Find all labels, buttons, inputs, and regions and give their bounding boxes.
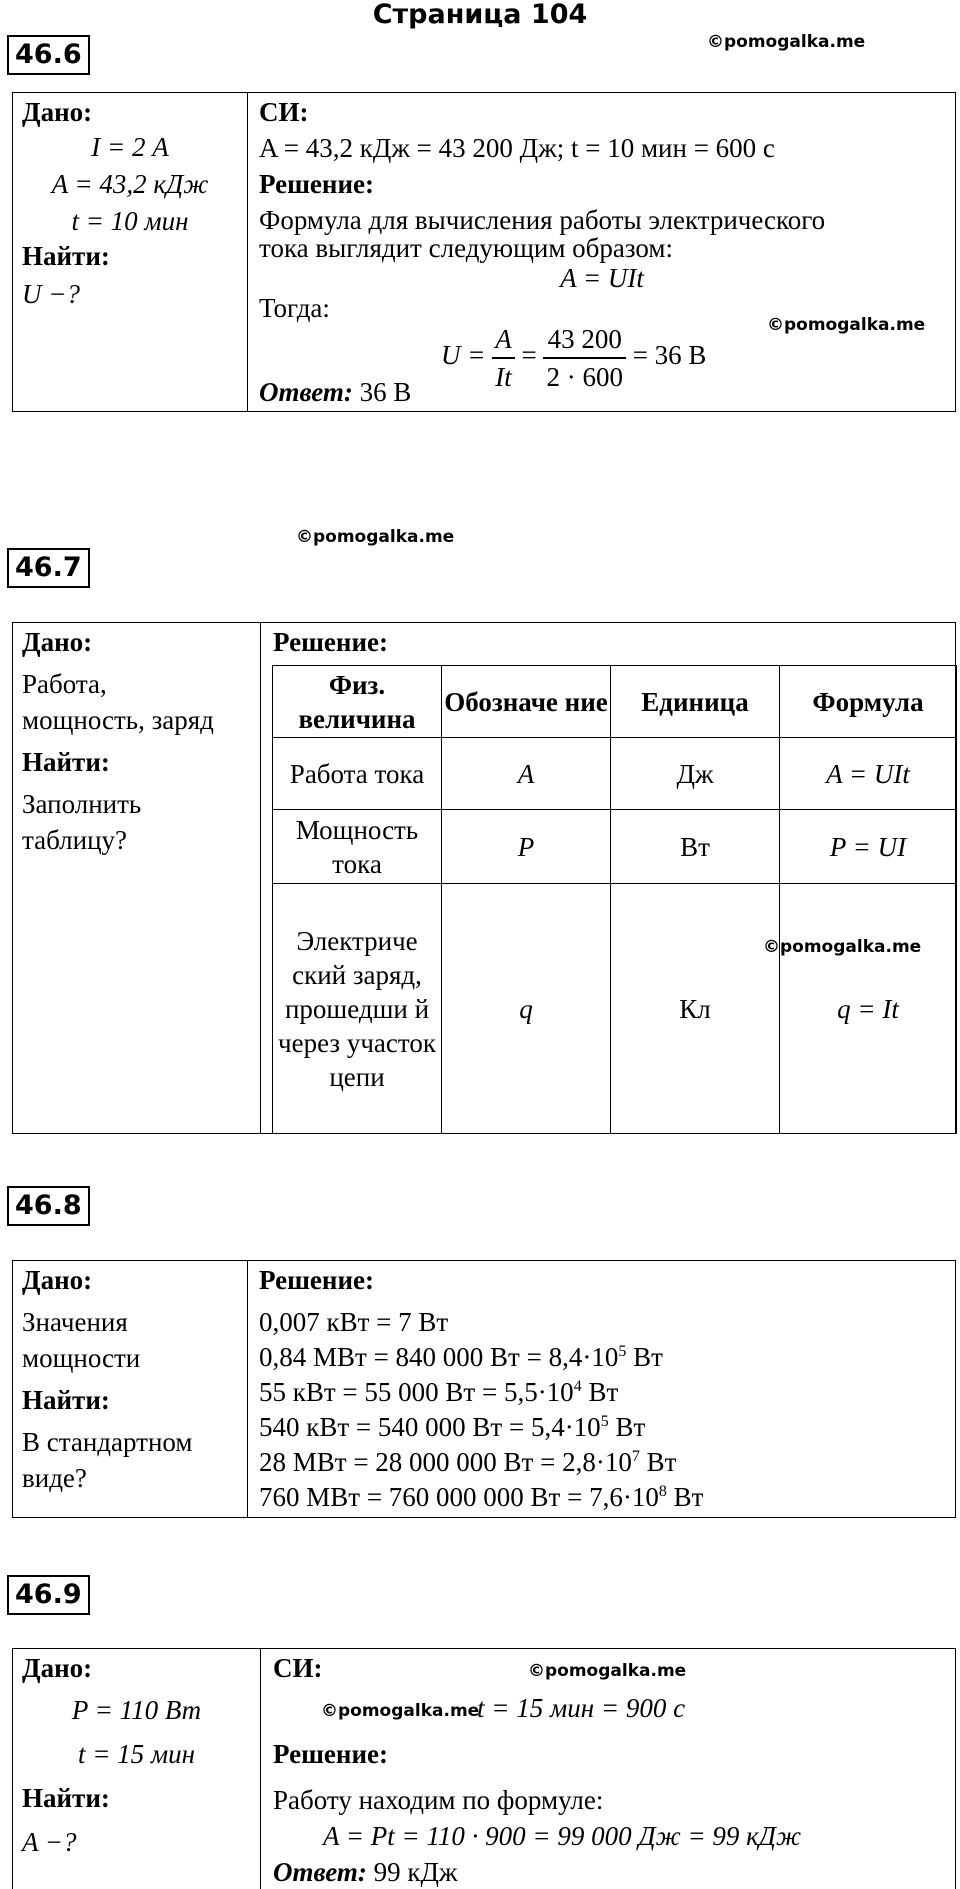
conversion-text: 55 кВт = 55 000 Вт = 5,5·10 <box>259 1377 574 1407</box>
solution-text: Формула для вычисления работы электрического <box>259 205 826 235</box>
unit-cell: Вт <box>611 810 780 884</box>
conversion-line <box>259 1480 703 1514</box>
unit-cell: Кл <box>611 884 780 1134</box>
fraction <box>492 321 515 395</box>
denominator: 2 · 600 <box>543 357 626 395</box>
answer-value: 36 В <box>359 377 412 407</box>
conversion-text: 540 кВт = 540 000 Вт = 5,4·10 <box>259 1412 601 1442</box>
si-conversion: t = 15 мин = 900 с <box>477 1693 686 1723</box>
watermark: ©pomogalka.me <box>767 315 926 335</box>
numerator: A <box>495 323 512 354</box>
find-label: Найти: <box>22 1385 110 1415</box>
given-item: t = 15 мин <box>77 1739 196 1769</box>
unit: Вт <box>626 1342 663 1372</box>
given-text: Работа, <box>22 669 107 699</box>
given-item: A = 43,2 кДж <box>51 169 209 199</box>
given-item: I = 2 А <box>91 132 169 162</box>
quantity-cell: Работа тока <box>273 738 442 810</box>
given-label: Дано: <box>22 97 93 127</box>
column-divider <box>260 623 261 1133</box>
problem-46-9-box <box>12 1648 956 1889</box>
unit: Вт <box>666 1482 704 1512</box>
problem-46-8-box <box>12 1260 956 1518</box>
answer-label: Ответ: <box>259 377 353 407</box>
conversion-line <box>259 1340 663 1374</box>
si-conversion: A = 43,2 кДж = 43 200 Дж; t = 10 мин = 600 с <box>259 133 775 163</box>
given-label: Дано: <box>22 627 93 657</box>
unit: Вт <box>581 1377 619 1407</box>
header-cell: Единица <box>611 666 780 738</box>
then-text: Тогда: <box>259 293 330 323</box>
table-row <box>273 738 957 810</box>
table-row <box>273 884 957 1134</box>
formula-lhs: U = <box>441 340 486 370</box>
conversion-line <box>259 1410 645 1444</box>
find-label: Найти: <box>22 1783 110 1813</box>
formula-cell: P = UI <box>780 810 957 884</box>
quantity-cell: Мощность тока <box>273 810 442 884</box>
conversion-text: 0,007 кВт = 7 Вт <box>259 1307 449 1337</box>
exponent: 5 <box>600 1413 609 1430</box>
fraction-formula <box>441 319 706 395</box>
conversion-line <box>259 1445 676 1479</box>
given-label: Дано: <box>22 1265 93 1295</box>
header-cell: Физ. величина <box>273 666 442 738</box>
numerator: 43 200 <box>547 323 622 354</box>
watermark: ©pomogalka.me <box>296 527 455 547</box>
find-label: Найти: <box>22 747 110 777</box>
symbol-cell: q <box>442 884 611 1134</box>
find-value: A −? <box>22 1827 77 1857</box>
formula-result: = 36 В <box>632 340 707 370</box>
given-item: t = 10 мин <box>71 206 189 236</box>
equals: = <box>521 340 537 370</box>
formula: A = Pt = 110 · 900 = 99 000 Дж = 99 кДж <box>323 1821 802 1851</box>
conversion-line <box>259 1375 618 1409</box>
find-text: таблицу? <box>22 825 128 855</box>
conversion-text: 0,84 МВт = 840 000 Вт = 8,4·10 <box>259 1342 619 1372</box>
solution-label: Решение: <box>259 1265 374 1295</box>
conversion-text: 760 МВт = 760 000 000 Вт = 7,6·10 <box>259 1482 659 1512</box>
conversion-line <box>259 1305 448 1339</box>
column-divider <box>260 1649 261 1889</box>
formula-cell: A = UIt <box>780 738 957 810</box>
si-label: СИ: <box>273 1653 323 1683</box>
unit: Вт <box>639 1447 677 1477</box>
exponent: 8 <box>658 1483 667 1500</box>
conversion-text: 28 МВт = 28 000 000 Вт = 2,8·10 <box>259 1447 632 1477</box>
find-text: виде? <box>22 1463 87 1493</box>
exponent: 7 <box>631 1448 640 1465</box>
header-cell: Формула <box>780 666 957 738</box>
solution-text: тока выглядит следующим образом: <box>259 233 673 263</box>
find-text: Заполнить <box>22 789 142 819</box>
answer <box>259 375 411 409</box>
problem-number: 46.8 <box>7 1186 90 1226</box>
column-divider <box>247 1261 248 1517</box>
answer-value: 99 кДж <box>373 1857 458 1887</box>
watermark: ©pomogalka.me <box>707 32 866 52</box>
formula: A = UIt <box>560 263 644 293</box>
problem-46-6-box <box>12 92 956 412</box>
table-row <box>273 810 957 884</box>
problem-number: 46.7 <box>7 548 90 588</box>
given-text: мощности <box>22 1343 141 1373</box>
column-divider <box>247 93 248 411</box>
quantities-table <box>272 665 957 1134</box>
solution-label: Решение: <box>259 169 374 199</box>
watermark: ©pomogalka.me <box>321 1701 480 1721</box>
given-text: Значения <box>22 1307 128 1337</box>
table-header-row <box>273 666 957 738</box>
solution-label: Решение: <box>273 1739 388 1769</box>
answer-label: Ответ: <box>273 1857 367 1887</box>
answer <box>273 1855 458 1889</box>
watermark: ©pomogalka.me <box>763 937 922 957</box>
formula-cell: q = It <box>780 884 957 1134</box>
symbol-cell: P <box>442 810 611 884</box>
quantity-cell: Электриче ский заряд, прошедши й через участок цепи <box>273 884 442 1134</box>
problem-number: 46.9 <box>7 1575 90 1615</box>
header-cell: Обозначе ние <box>442 666 611 738</box>
exponent: 5 <box>618 1343 627 1360</box>
unit-cell: Дж <box>611 738 780 810</box>
exponent: 4 <box>573 1378 582 1395</box>
denominator: It <box>492 357 515 395</box>
given-item: P = 110 Вт <box>71 1695 202 1725</box>
problem-46-7-box <box>12 622 956 1134</box>
symbol-cell: A <box>442 738 611 810</box>
find-text: В стандартном <box>22 1427 193 1457</box>
si-label: СИ: <box>259 97 309 127</box>
watermark: ©pomogalka.me <box>528 1661 687 1681</box>
find-label: Найти: <box>22 241 110 271</box>
solution-label: Решение: <box>273 627 388 657</box>
solution-text: Работу находим по формуле: <box>273 1785 604 1815</box>
find-value: U −? <box>22 279 80 309</box>
fraction <box>543 321 626 395</box>
given-label: Дано: <box>22 1653 93 1683</box>
unit: Вт <box>608 1412 646 1442</box>
given-text: мощность, заряд <box>22 705 214 735</box>
page-title: Страница 104 <box>372 0 588 30</box>
problem-number: 46.6 <box>7 35 90 75</box>
